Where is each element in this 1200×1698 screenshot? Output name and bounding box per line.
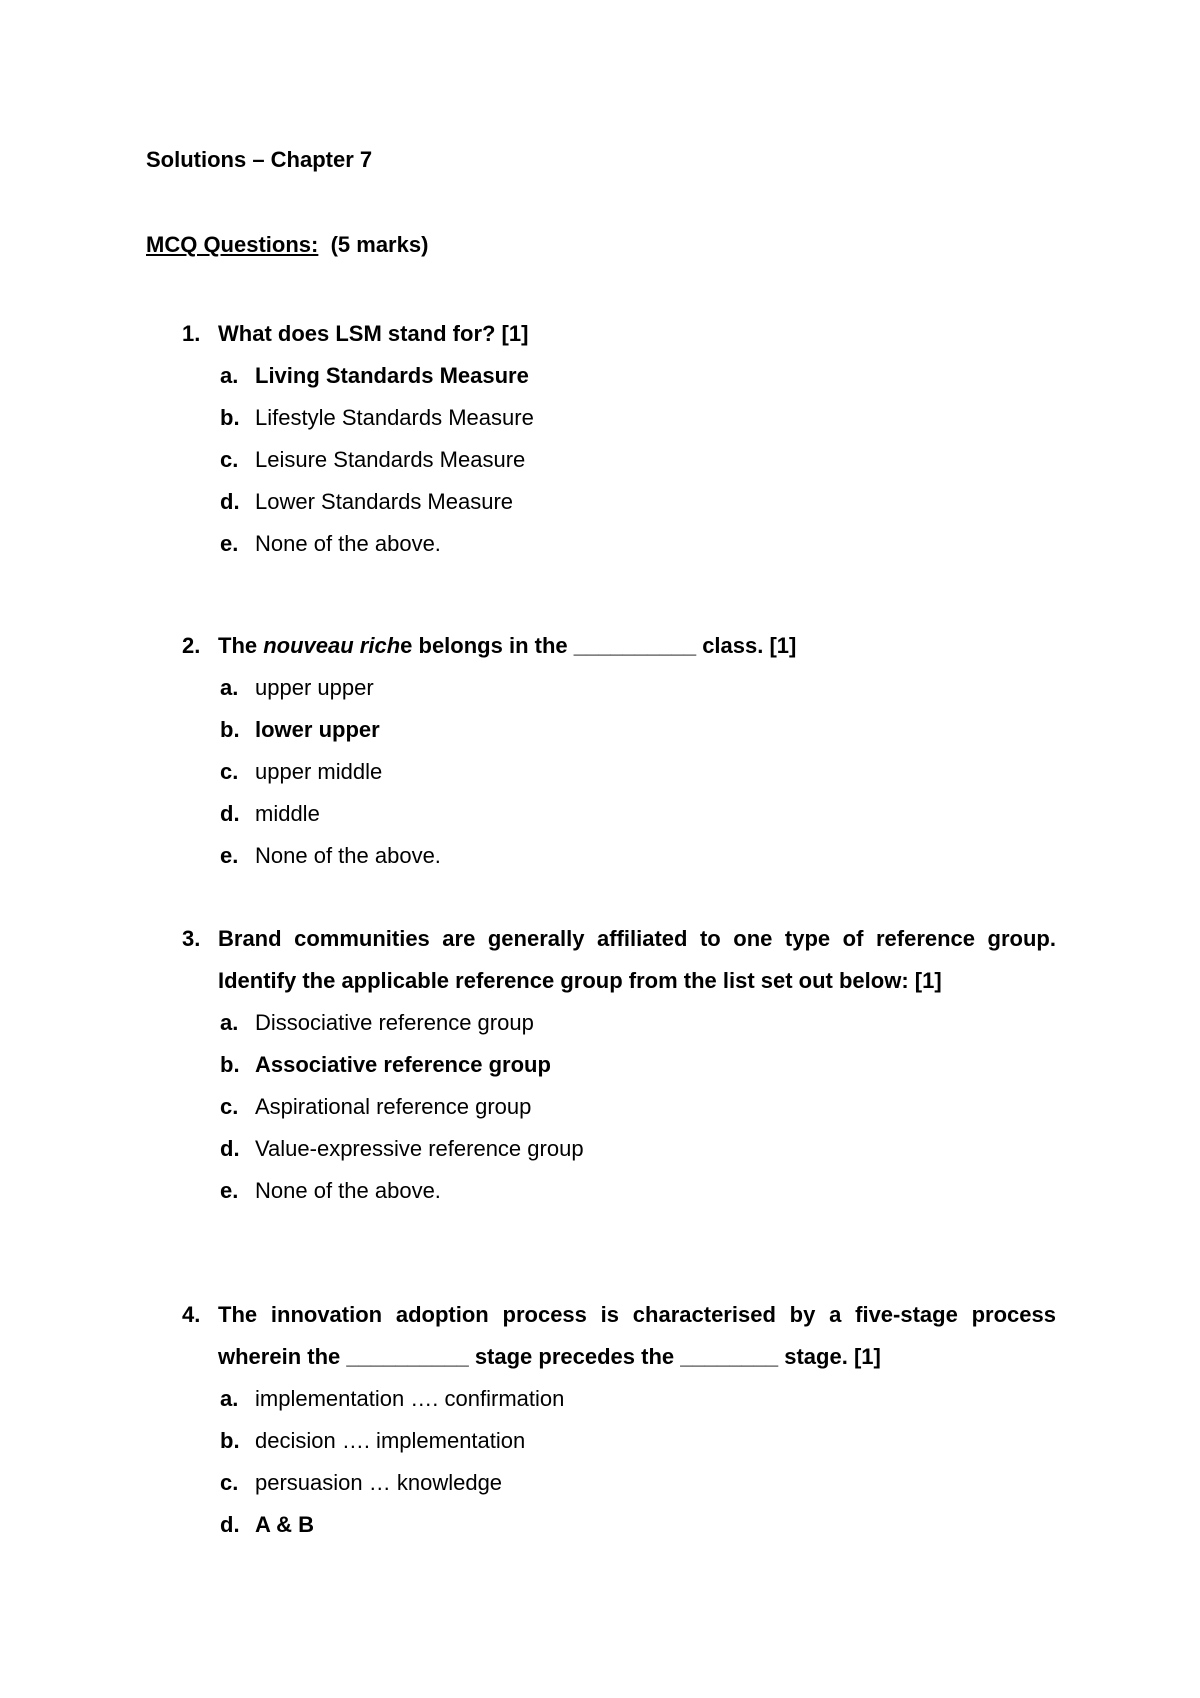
question-text: Brand communities are generally affiliated to one type of reference group. Identify the applicable reference group from the list set out below: [1] [218,926,1056,993]
option-text: None of the above. [255,843,441,868]
question-stem [182,918,1056,1002]
option-list [182,1378,1056,1546]
question-stem [182,1294,1056,1378]
option-letter: c. [220,447,239,472]
option-c [182,751,1056,793]
option-a [182,1002,1056,1044]
option-letter: b. [220,717,240,742]
option-list [182,1002,1056,1212]
option-text: decision …. implementation [255,1428,526,1453]
option-b [182,1420,1056,1462]
option-text: lower upper [255,717,380,742]
option-text: A & B [255,1512,315,1537]
option-letter: a. [220,363,239,388]
option-b [182,1044,1056,1086]
option-text: Leisure Standards Measure [255,447,526,472]
section-heading-label: MCQ Questions: [146,232,319,257]
option-letter: b. [220,1052,240,1077]
option-letter: a. [220,1010,239,1035]
option-letter: a. [220,675,239,700]
section-heading [146,230,428,260]
option-text: Aspirational reference group [255,1094,532,1119]
option-letter: b. [220,1428,240,1453]
option-text: implementation …. confirmation [255,1386,565,1411]
option-letter: d. [220,801,240,826]
option-letter: b. [220,405,240,430]
option-e [182,1170,1056,1212]
question-stem [182,313,1056,355]
question-number: 2. [182,633,201,658]
option-c [182,439,1056,481]
option-a [182,667,1056,709]
option-a [182,355,1056,397]
option-text: Living Standards Measure [255,363,529,388]
option-letter: a. [220,1386,239,1411]
option-d [182,1504,1056,1546]
question-text: What does LSM stand for? [1] [218,321,529,346]
option-letter: e. [220,531,239,556]
question-text [218,625,1056,667]
option-text: persuasion … knowledge [255,1470,503,1495]
option-letter: d. [220,1512,240,1537]
question-stem [182,625,1056,667]
document-title: Solutions – Chapter 7 [146,147,373,172]
question-text: The innovation adoption process is characterised by a five-stage process wherein the __________ stage precedes the ________ stage. [1] [218,1302,1056,1369]
option-e [182,835,1056,877]
question-text-start: The [218,633,264,658]
option-c [182,1462,1056,1504]
question-1 [182,313,1056,565]
option-list [182,355,1056,565]
option-text: None of the above. [255,531,441,556]
option-text: middle [255,801,320,826]
option-list [182,667,1056,877]
option-c [182,1086,1056,1128]
option-text: Dissociative reference group [255,1010,534,1035]
option-text: Lifestyle Standards Measure [255,405,534,430]
option-text: upper upper [255,675,374,700]
question-text-italic: nouveau rich [263,633,401,658]
option-b [182,397,1056,439]
question-number: 4. [182,1302,201,1327]
option-b [182,709,1056,751]
option-e [182,523,1056,565]
option-d [182,793,1056,835]
option-d [182,481,1056,523]
option-a [182,1378,1056,1420]
option-letter: d. [220,1136,240,1161]
option-letter: d. [220,489,240,514]
question-2 [182,625,1056,877]
question-number: 1. [182,321,201,346]
option-d [182,1128,1056,1170]
option-letter: c. [220,759,239,784]
option-text: None of the above. [255,1178,441,1203]
option-letter: e. [220,843,239,868]
question-number: 3. [182,926,201,951]
section-marks: (5 marks) [330,232,429,257]
option-text: Lower Standards Measure [255,489,514,514]
question-text-end: e belongs in the __________ class. [1] [400,633,797,658]
question-3 [182,918,1056,1212]
option-letter: e. [220,1178,239,1203]
question-4 [182,1294,1056,1546]
option-text: Value-expressive reference group [255,1136,584,1161]
option-text: Associative reference group [255,1052,551,1077]
option-letter: c. [220,1470,239,1495]
option-letter: c. [220,1094,239,1119]
option-text: upper middle [255,759,383,784]
